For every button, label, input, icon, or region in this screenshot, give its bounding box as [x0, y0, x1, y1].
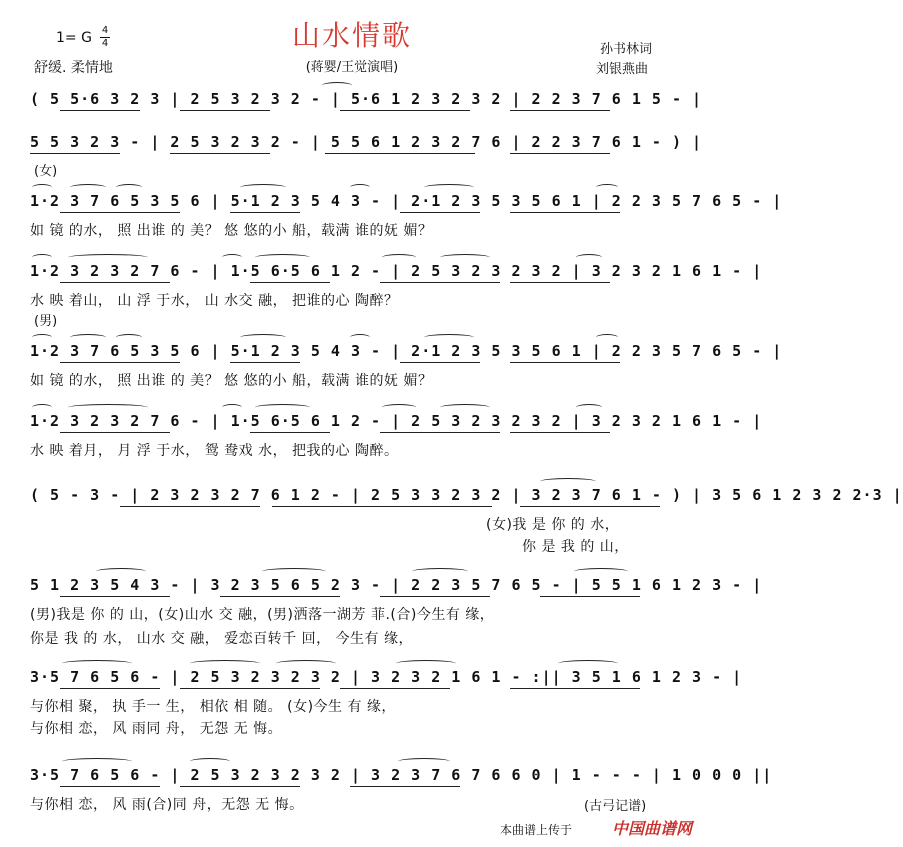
- score-row-9: 3·5 7 6 5 6 - | 2 5 3 2 3 2 3 2 | 3 2 3 2 1 6 1 - :|| 3 5 1 6 1 2 3 - |: [30, 668, 743, 686]
- time-signature: [100, 26, 110, 49]
- lyrics-row-8-verse-1: (男)我是 你 的 山，(女)山水 交 融，(男)洒落一湖芳 菲.(合)今生有 缘，: [30, 607, 495, 623]
- key-signature: 1= G: [56, 30, 92, 46]
- score-row-4: 1·2 3 2 3 2 7 6 - | 1·5 6·5 6 1 2 - | 2 5 3 2 3 2 3 2 | 3 2 3 2 1 6 1 - |: [30, 262, 763, 280]
- score-row-6: 1·2 3 2 3 2 7 6 - | 1·5 6·5 6 1 2 - | 2 5 3 2 3 2 3 2 | 3 2 3 2 1 6 1 - |: [30, 412, 763, 430]
- singers: (蒋婴/王觉演唱): [305, 60, 399, 75]
- score-row-10: 3·5 7 6 5 6 - | 2 5 3 2 3 2 3 2 | 3 2 3 7 6 7 6 6 0 | 1 - - - | 1 0 0 0 ||: [30, 766, 773, 784]
- lyrics-row-9-verse-1: 与你相 聚， 执 手一 生， 相依 相 随。 (女)今生 有 缘，: [30, 699, 396, 715]
- composer: 刘银燕曲: [596, 62, 649, 77]
- time-bottom: 4: [101, 38, 109, 49]
- voice-tag-female: (女): [34, 164, 58, 179]
- lyricist: 孙书林词: [600, 42, 653, 57]
- time-top: 4: [101, 25, 109, 36]
- upload-note: 本曲谱上传于: [500, 823, 573, 837]
- score-row-2: 5 5 3 2 3 - | 2 5 3 2 3 2 - | 5 5 6 1 2 3 2 7 6 | 2 2 3 7 6 1 - ) |: [30, 133, 703, 151]
- lyrics-row-7-verse-1: (女)我 是 你 的 水，: [486, 517, 620, 533]
- lyrics-row-7-verse-2: 你 是 我 的 山，: [522, 539, 629, 555]
- score-row-1: ( 5 5·6 3 2 3 | 2 5 3 2 3 2 - | 5·6 1 2 3 2 3 2 | 2 2 3 7 6 1 5 - |: [30, 90, 703, 108]
- tempo-marking: 舒缓. 柔情地: [34, 60, 113, 76]
- transcriber-note: (古弓记谱): [584, 799, 647, 814]
- lyrics-row-4: 水 映 着山， 山 浮 于水， 山 水交 融， 把谁的心 陶醉？: [30, 293, 399, 309]
- song-title: 山水情歌: [291, 19, 412, 52]
- score-row-5: 1·2 3 7 6 5 3 5 6 | 5·1 2 3 5 4 3 - | 2·1 2 3 5 3 5 6 1 | 2 2 3 5 7 6 5 - |: [30, 342, 783, 360]
- lyrics-row-9-verse-2: 与你相 恋， 风 雨同 舟， 无怨 无 悔。: [30, 721, 283, 737]
- score-row-8: 5 1 2 3 5 4 3 - | 3 2 3 5 6 5 2 3 - | 2 2 3 5 7 6 5 - | 5 5 1 6 1 2 3 - |: [30, 576, 763, 594]
- lyrics-row-6: 水 映 着月， 月 浮 于水， 鸳 鸯戏 水， 把我的心 陶醉。: [30, 443, 399, 459]
- lyrics-row-3: 如 镜 的水， 照 出谁 的 美？ 悠 悠的小 船，载满 谁的妩 媚？: [30, 223, 433, 239]
- voice-tag-male: (男): [34, 314, 58, 329]
- lyrics-row-8-verse-2: 你是 我 的 水， 山水 交 融， 爱恋百转千 回， 今生有 缘，: [30, 631, 414, 647]
- site-logo[interactable]: 中国曲谱网: [612, 819, 693, 838]
- lyrics-row-5: 如 镜 的水， 照 出谁 的 美？ 悠 悠的小 船，载满 谁的妩 媚？: [30, 373, 433, 389]
- score-row-3: 1·2 3 7 6 5 3 5 6 | 5·1 2 3 5 4 3 - | 2·1 2 3 5 3 5 6 1 | 2 2 3 5 7 6 5 - |: [30, 192, 783, 210]
- lyrics-row-10: 与你相 恋， 风 雨(合)同 舟，无怨 无 悔。: [30, 797, 304, 813]
- score-row-7: ( 5 - 3 - | 2 3 2 3 2 7 6 1 2 - | 2 5 3 3 2 3 2 | 3 2 3 7 6 1 - ) | 3 5 6 1 2 3 2 2·3 |: [30, 486, 903, 504]
